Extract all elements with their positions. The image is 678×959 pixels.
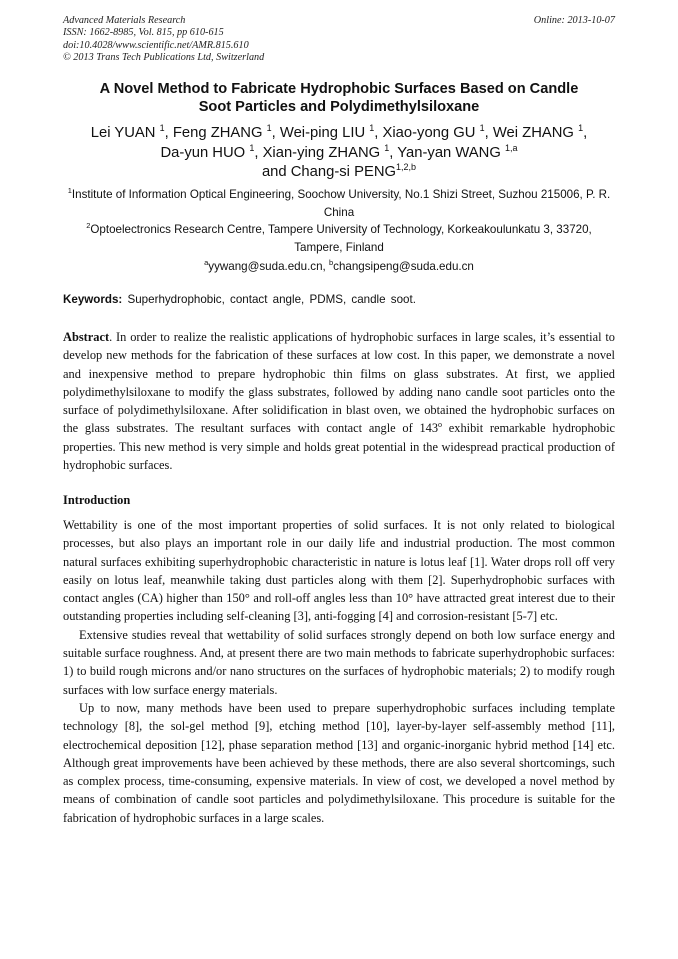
author-affil-mark: 1 — [369, 123, 375, 133]
author-affil-mark: 1 — [249, 142, 255, 153]
author-name: Lei YUAN — [90, 125, 156, 141]
keywords-text: Superhydrophobic, contact angle, PDMS, candle soot. — [122, 293, 416, 306]
paragraph: Up to now, many methods have been used to prepare superhydrophobic surfaces including template technology [8], the sol-gel method [9], etching method [10], layer-by-layer self-assembly method [11], electrochemical deposition [12], phase separation method [13] and organic-inorganic hybrid method [14] etc. Although great improvements have been achieved by these methods, there are also several shortcomings, such as complex process, time-consuming, expensive materials. In view of cost, we developed a novel method by means of combination of candle soot particles and polydimethylsiloxane. This procedure is suitable for the fabrication of hydrophobic surfaces in a large scales. — [63, 700, 615, 825]
affiliation-number: 2 — [86, 221, 91, 230]
author-name: Wei-ping LIU — [279, 125, 366, 141]
author-line-2: Da-yun HUO $^1$, Xian-ying ZHANG $^1$, Yan-yan WANG $^{1,a}$ — [160, 142, 518, 161]
author-affil-mark: 1,a — [505, 142, 518, 153]
author-name: Wei ZHANG — [492, 125, 574, 141]
author-name: Da-yun HUO — [160, 144, 246, 161]
introduction-heading: Introduction — [63, 493, 131, 507]
author-affil-mark: 1 — [266, 123, 272, 133]
author-list — [40, 124, 638, 183]
journal-header — [63, 15, 615, 64]
author-affil-mark: 1 — [384, 142, 390, 153]
paper-title — [40, 80, 638, 116]
issn-line: ISSN: 1662-8985, Vol. 815, pp 610-615 — [63, 27, 224, 39]
author-name: Feng ZHANG — [172, 125, 263, 141]
email-b: changsipeng@suda.edu.cn — [333, 260, 474, 273]
keywords — [63, 292, 615, 307]
title-line-2: Soot Particles and Polydimethylsiloxane — [198, 99, 480, 115]
abstract-label: Abstract — [63, 330, 110, 344]
journal-name: Advanced Materials Research — [63, 15, 186, 26]
author-affil-mark: 1 — [159, 123, 165, 133]
paragraph: Wettability is one of the most important properties of solid surfaces. It is not only related to biological processes, but also plays an important role in our daily life and industrial production. The most common natural surfaces exhibiting superhydrophobic characteristic in nature is lotus leaf [1]. Water drops roll off very easily on lotus leaf, meanwhile taking dust particles along with them [2]. Superhydrophobic surfaces with contact angles (CA) higher than 150° and roll-off angles less than 10° have attracted great interest due to their outstanding properties including self-cleaning [3], anti-fogging [4] and corrosion-resistant [5-7] etc. — [63, 518, 615, 624]
introduction-body — [63, 516, 615, 827]
title-line-1: A Novel Method to Fabricate Hydrophobic Surfaces Based on Candle — [99, 81, 579, 97]
doi-line: doi:10.4028/www.scientific.net/AMR.815.610 — [63, 39, 249, 51]
author-line-1: Lei YUAN $^1$, Feng ZHANG $^1$, Wei-ping LIU $^1$, Xiao-yong GU $^1$, Wei ZHANG $^1$, — [90, 123, 588, 141]
affiliation-number: 1 — [67, 186, 72, 195]
paragraph: Extensive studies reveal that wettability of solid surfaces strongly depend on both low surface energy and suitable surface roughness. And, at present there are two main methods to fabricate superhydrophobic surfaces: 1) to build rough microns and/or nano structures on the surfaces of hydrophobic materials; 2) to modify rough surfaces with low surface energy materials. — [63, 627, 615, 697]
keywords-label: Keywords: — [63, 293, 123, 306]
online-date: Online: 2013-10-07 — [533, 15, 615, 26]
author-line-3: and Chang-si PENG$^{1,2,b}$ — [261, 162, 417, 180]
author-affil-mark: 1,2,b — [396, 162, 417, 172]
author-name: Chang-si PENG — [290, 164, 397, 180]
author-name: Yan-yan WANG — [397, 144, 501, 161]
author-name: Xiao-yong GU — [382, 125, 476, 141]
affiliation-text: Institute of Information Optical Engineering, Soochow University, No.1 Shizi Street, Suzhou 215006, P. R. China — [71, 188, 611, 219]
email-line: $^a$yywang@suda.edu.cn, $^b$changsipeng@suda.edu.cn — [204, 258, 474, 273]
copyright-line: © 2013 Trans Tech Publications Ltd, Switzerland — [63, 51, 265, 63]
affiliation-1 — [63, 186, 615, 221]
abstract: Abstract. In order to realize the realistic applications of hydrophobic surfaces in large scales, it’s essential to develop new methods for the fabrication of these surfaces at low cost. In this paper, we demonstrate a novel and inexpensive method to prepare hydrophobic thin films on glass substrates. At first, we applied polydimethylsiloxane to modify the glass substrates, followed by adding nano candle soot particles onto the surface of polydimethylsiloxane. After solidification in blast oven, we obtained the hydrophobic surfaces on the glass substrates. The resultant surfaces with contact angle of 143$^o$ exhibit remarkable hydrophobic properties. This new method is very simple and holds great potential in the widespread practical production of hydrophobic surfaces. — [63, 330, 616, 473]
affiliation-2 — [63, 221, 615, 256]
author-name: Xian-ying ZHANG — [262, 144, 381, 161]
author-affil-mark: 1 — [578, 123, 584, 133]
affiliation-text: Optoelectronics Research Centre, Tampere University of Technology, Korkeakoulunkatu 3, 33720, Tampere, Finland — [90, 223, 592, 254]
email-a: yywang@suda.edu.cn, — [208, 260, 329, 273]
author-affil-mark: 1 — [479, 123, 485, 133]
